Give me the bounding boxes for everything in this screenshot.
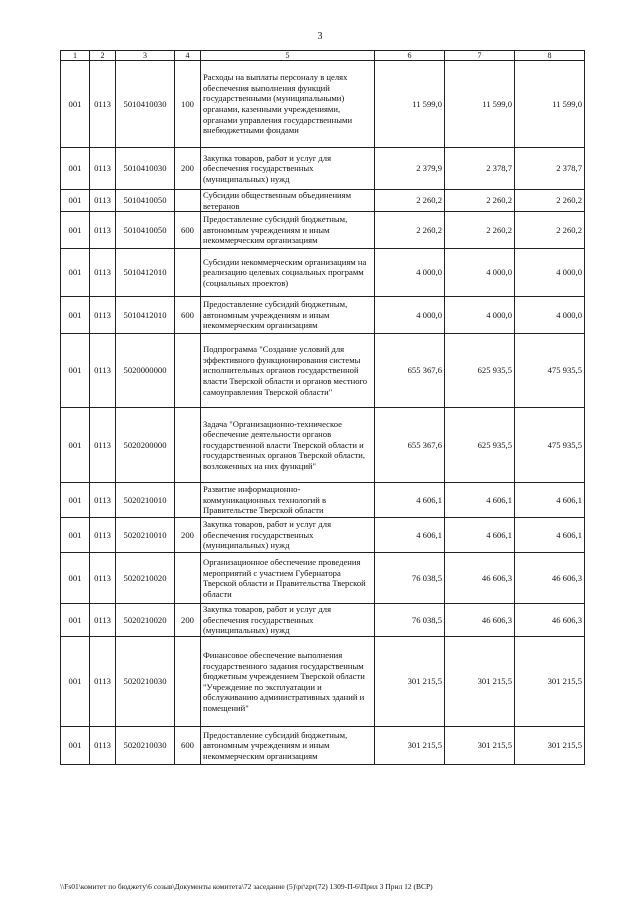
cell-v6: 4 000,0 [375, 249, 445, 297]
cell-v7: 625 935,5 [445, 408, 515, 483]
cell-c3: 5010412010 [116, 249, 175, 297]
cell-c1: 001 [61, 61, 90, 148]
cell-v6: 4 606,1 [375, 518, 445, 553]
cell-c4: 200 [175, 518, 201, 553]
cell-v8: 301 215,5 [515, 727, 585, 765]
cell-v7: 2 260,2 [445, 212, 515, 249]
table-row [61, 190, 585, 212]
cell-v6: 76 038,5 [375, 553, 445, 604]
cell-name: Субсидии общественным объединениям ветеранов [201, 190, 375, 212]
cell-c2: 0113 [90, 334, 116, 408]
cell-c2: 0113 [90, 148, 116, 190]
cell-v6: 11 599,0 [375, 61, 445, 148]
cell-v8: 2 260,2 [515, 190, 585, 212]
cell-c4: 600 [175, 727, 201, 765]
column-header: 3 [116, 51, 175, 61]
cell-name: Подпрограмма "Создание условий для эффективного функционирования системы исполнительных органов государственной власти Тверской области и органов местного самоуправления Тверской области" [201, 334, 375, 408]
table-row [61, 604, 585, 637]
cell-c1: 001 [61, 604, 90, 637]
cell-v6: 2 379,9 [375, 148, 445, 190]
cell-name: Субсидии некоммерческим организациям на реализацию целевых социальных программ (социальных проектов) [201, 249, 375, 297]
cell-c1: 001 [61, 637, 90, 727]
cell-name: Организационное обеспечение проведения мероприятий с участием Губернатора Тверской области и Правительства Тверской области [201, 553, 375, 604]
cell-c4 [175, 249, 201, 297]
cell-v6: 2 260,2 [375, 212, 445, 249]
cell-c2: 0113 [90, 483, 116, 518]
cell-c4 [175, 637, 201, 727]
cell-c3: 5020210020 [116, 553, 175, 604]
cell-c2: 0113 [90, 190, 116, 212]
cell-name: Расходы на выплаты персоналу в целях обеспечения выполнения функций государственными (муниципальными) органами, казенными учреждениями, органами управления государственными внебюджетными фондами [201, 61, 375, 148]
cell-c4 [175, 553, 201, 604]
cell-c3: 5010410030 [116, 148, 175, 190]
cell-v7: 2 260,2 [445, 190, 515, 212]
column-header: 8 [515, 51, 585, 61]
cell-c4 [175, 408, 201, 483]
cell-v7: 46 606,3 [445, 553, 515, 604]
cell-c4 [175, 483, 201, 518]
cell-c2: 0113 [90, 727, 116, 765]
cell-c4 [175, 334, 201, 408]
cell-c1: 001 [61, 483, 90, 518]
cell-v8: 2 378,7 [515, 148, 585, 190]
cell-v8: 301 215,5 [515, 637, 585, 727]
cell-c2: 0113 [90, 604, 116, 637]
cell-c3: 5020210010 [116, 483, 175, 518]
cell-v8: 46 606,3 [515, 604, 585, 637]
column-header: 7 [445, 51, 515, 61]
cell-name: Задача "Организационно-техническое обеспечение деятельности органов государственной власти Тверской области и государственных органов Тверской области, возложенных на них функций" [201, 408, 375, 483]
table-row [61, 637, 585, 727]
cell-c1: 001 [61, 249, 90, 297]
cell-c4 [175, 190, 201, 212]
cell-v6: 655 367,6 [375, 408, 445, 483]
cell-c1: 001 [61, 727, 90, 765]
cell-v6: 301 215,5 [375, 637, 445, 727]
cell-v6: 76 038,5 [375, 604, 445, 637]
cell-v7: 301 215,5 [445, 727, 515, 765]
cell-v7: 4 606,1 [445, 518, 515, 553]
column-header: 5 [201, 51, 375, 61]
cell-v6: 4 000,0 [375, 297, 445, 334]
cell-v7: 4 000,0 [445, 297, 515, 334]
cell-c3: 5020210030 [116, 637, 175, 727]
table-row [61, 727, 585, 765]
cell-c2: 0113 [90, 518, 116, 553]
cell-c4: 600 [175, 297, 201, 334]
cell-c1: 001 [61, 297, 90, 334]
column-header: 2 [90, 51, 116, 61]
cell-name: Предоставление субсидий бюджетным, автономным учреждениям и иным некоммерческим организациям [201, 297, 375, 334]
cell-c1: 001 [61, 518, 90, 553]
cell-v8: 4 000,0 [515, 297, 585, 334]
cell-c4: 100 [175, 61, 201, 148]
table-row [61, 249, 585, 297]
cell-c1: 001 [61, 148, 90, 190]
table-row [61, 518, 585, 553]
cell-name: Развитие информационно-коммуникационных технологий в Правительстве Тверской области [201, 483, 375, 518]
column-header: 4 [175, 51, 201, 61]
column-header: 6 [375, 51, 445, 61]
cell-c3: 5010412010 [116, 297, 175, 334]
cell-name: Закупка товаров, работ и услуг для обеспечения государственных (муниципальных) нужд [201, 518, 375, 553]
cell-v6: 2 260,2 [375, 190, 445, 212]
table-row [61, 483, 585, 518]
table-row [61, 408, 585, 483]
cell-v8: 4 606,1 [515, 483, 585, 518]
cell-v6: 4 606,1 [375, 483, 445, 518]
cell-c3: 5010410030 [116, 61, 175, 148]
cell-c1: 001 [61, 408, 90, 483]
page-number: 3 [317, 31, 323, 42]
cell-name: Закупка товаров, работ и услуг для обеспечения государственных (муниципальных) нужд [201, 148, 375, 190]
cell-c2: 0113 [90, 212, 116, 249]
cell-name: Финансовое обеспечение выполнения государственного задания государственным бюджетным учреждением Тверской области "Учреждение по эксплуатации и обслуживанию административных зданий и помещений" [201, 637, 375, 727]
table-row [61, 553, 585, 604]
cell-c4: 600 [175, 212, 201, 249]
column-header: 1 [61, 51, 90, 61]
cell-v6: 655 367,6 [375, 334, 445, 408]
cell-c3: 5020200000 [116, 408, 175, 483]
cell-c2: 0113 [90, 61, 116, 148]
cell-name: Предоставление субсидий бюджетным, автономным учреждениям и иным некоммерческим организациям [201, 212, 375, 249]
cell-v8: 475 935,5 [515, 334, 585, 408]
cell-c3: 5020210010 [116, 518, 175, 553]
cell-c4: 200 [175, 604, 201, 637]
cell-c1: 001 [61, 190, 90, 212]
cell-v7: 46 606,3 [445, 604, 515, 637]
table-row [61, 212, 585, 249]
budget-table [60, 50, 585, 765]
cell-v7: 4 606,1 [445, 483, 515, 518]
file-path-footer: \\Fs01\комитет по бюджету\6 созыв\Документы комитета\72 заседание (5)\pr\zpr(72) 1309-П-6\Прил 3 Прил 12 (ВСР) [60, 882, 433, 891]
cell-c3: 5010410050 [116, 212, 175, 249]
cell-c2: 0113 [90, 637, 116, 727]
cell-name: Предоставление субсидий бюджетным, автономным учреждениям и иным некоммерческим организациям [201, 727, 375, 765]
cell-v7: 301 215,5 [445, 637, 515, 727]
cell-v7: 2 378,7 [445, 148, 515, 190]
cell-v8: 11 599,0 [515, 61, 585, 148]
cell-c2: 0113 [90, 553, 116, 604]
table-row [61, 297, 585, 334]
cell-v7: 11 599,0 [445, 61, 515, 148]
cell-c1: 001 [61, 334, 90, 408]
cell-c3: 5020210020 [116, 604, 175, 637]
table-header-row [61, 51, 585, 61]
cell-c1: 001 [61, 553, 90, 604]
cell-v8: 2 260,2 [515, 212, 585, 249]
table-row [61, 61, 585, 148]
cell-v7: 4 000,0 [445, 249, 515, 297]
cell-c3: 5020000000 [116, 334, 175, 408]
cell-v8: 4 606,1 [515, 518, 585, 553]
cell-c4: 200 [175, 148, 201, 190]
cell-v8: 4 000,0 [515, 249, 585, 297]
cell-v6: 301 215,5 [375, 727, 445, 765]
cell-v8: 475 935,5 [515, 408, 585, 483]
cell-v8: 46 606,3 [515, 553, 585, 604]
cell-c3: 5020210030 [116, 727, 175, 765]
cell-c2: 0113 [90, 297, 116, 334]
cell-name: Закупка товаров, работ и услуг для обеспечения государственных (муниципальных) нужд [201, 604, 375, 637]
cell-c2: 0113 [90, 408, 116, 483]
cell-c2: 0113 [90, 249, 116, 297]
table-row [61, 148, 585, 190]
cell-c1: 001 [61, 212, 90, 249]
cell-c3: 5010410050 [116, 190, 175, 212]
table-row [61, 334, 585, 408]
cell-v7: 625 935,5 [445, 334, 515, 408]
